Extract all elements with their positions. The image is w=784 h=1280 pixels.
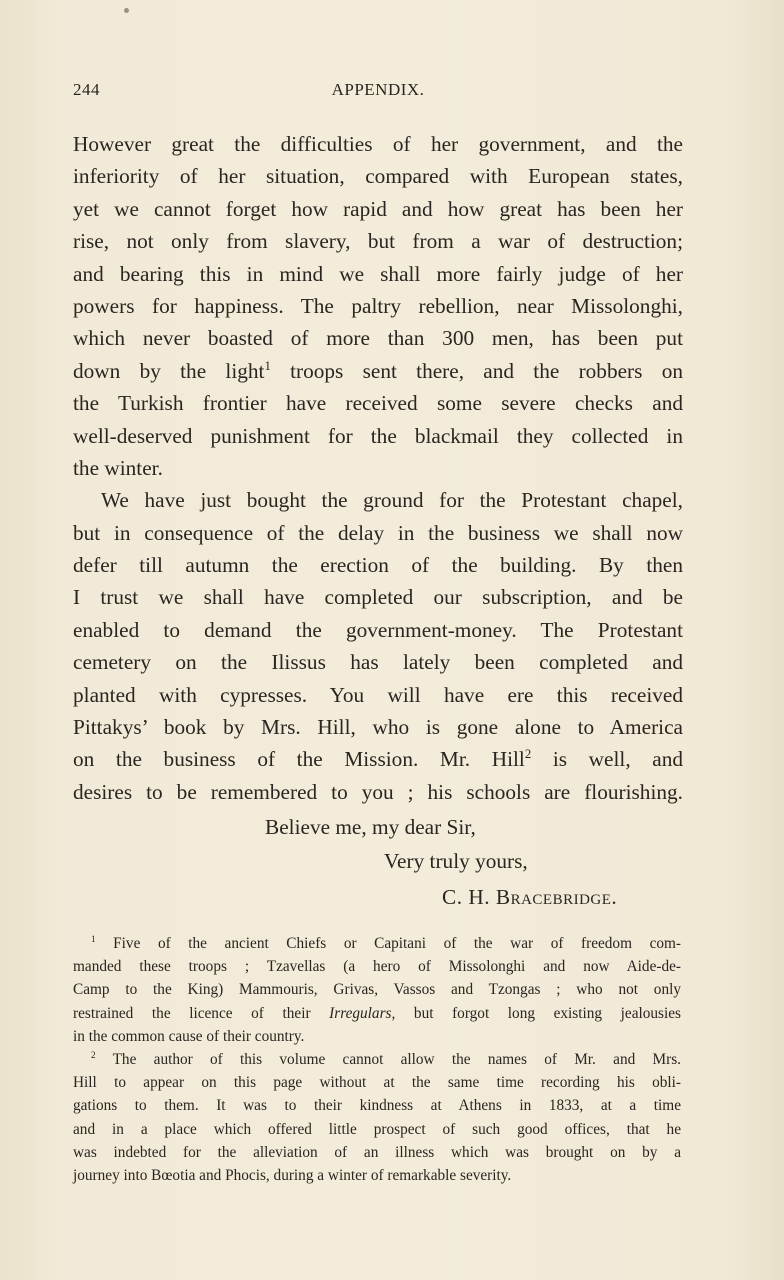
- text-line: planted with cypresses. You will have ere this received: [73, 682, 683, 707]
- text-line: powers for happiness. The paltry rebellion, near Missolonghi,: [73, 293, 683, 318]
- text-line: yet we cannot forget how rapid and how great has been her: [73, 196, 683, 221]
- salutation: Believe me, my dear Sir,: [265, 815, 476, 839]
- text-segment: restrained the licence of their: [73, 1004, 330, 1022]
- text-line: I trust we shall have completed our subscription, and be: [73, 585, 683, 610]
- text-line: the winter.: [73, 455, 163, 480]
- footnote-line: [73, 1048, 681, 1071]
- text-line: but in consequence of the delay in the business we shall now: [73, 520, 683, 545]
- signature: C. H. Bracebridge.: [442, 885, 618, 909]
- paragraph-1: [73, 128, 683, 484]
- text-line: enabled to demand the government-money. The Protestant: [73, 617, 683, 642]
- text-line: the Turkish frontier have received some severe checks and: [73, 391, 683, 416]
- footnote-marker: 1: [91, 933, 96, 944]
- footnote-line: was indebted for the alleviation of an illness which was brought on by a: [73, 1143, 681, 1161]
- text-line: which never boasted of more than 300 men, has been put: [73, 326, 683, 351]
- footnotes: [73, 932, 681, 1187]
- text-segment: is well, and: [531, 747, 684, 772]
- page-number: 244: [73, 80, 100, 99]
- footnote-ref-2: 2: [524, 747, 532, 762]
- text-line: We have just bought the ground for the Protestant chapel,: [101, 488, 683, 513]
- footnote-2: [73, 1048, 681, 1187]
- letter-body: [73, 128, 683, 808]
- text-line: well-deserved punishment for the blackmail they collected in: [73, 423, 683, 448]
- footnote-line: [73, 1002, 681, 1025]
- text-segment: The author of this volume cannot allow the names of Mr. and Mrs.: [95, 1050, 681, 1068]
- text-segment: troops sent there, and the robbers on: [270, 358, 683, 383]
- italic-term: Irregulars,: [329, 1004, 396, 1022]
- ink-speck: [124, 8, 129, 13]
- text-line: defer till autumn the erection of the building. By then: [73, 553, 683, 578]
- footnote-line: gations to them. It was to their kindness at Athens in 1833, at a time: [73, 1097, 681, 1115]
- footnote-line: Hill to appear on this page without at the same time recording his obli-: [73, 1074, 681, 1092]
- text-line: Pittakys’ book by Mrs. Hill, who is gone alone to America: [73, 715, 683, 740]
- text-line: [73, 743, 683, 775]
- text-line: rise, not only from slavery, but from a war of destruction;: [73, 229, 683, 254]
- text-line: inferiority of her situation, compared with European states,: [73, 164, 683, 189]
- text-segment: down by the light: [73, 358, 265, 383]
- footnote-marker: 2: [91, 1049, 96, 1060]
- text-segment: but forgot long existing jealousies: [395, 1004, 681, 1022]
- text-line: and bearing this in mind we shall more fairly judge of her: [73, 261, 683, 286]
- footnote-line: manded these troops ; Tzavellas (a hero of Missolonghi and now Aide-de-: [73, 958, 681, 976]
- text-line: desires to be remembered to you ; his schools are flourishing.: [73, 779, 683, 804]
- paragraph-2: [73, 484, 683, 808]
- text-line: [73, 355, 683, 387]
- text-segment: on the business of the Mission. Mr. Hill: [73, 747, 525, 772]
- text-line: However great the difficulties of her government, and the: [73, 132, 683, 156]
- footnote-line: [73, 932, 681, 955]
- footnote-ref-1: 1: [264, 358, 271, 373]
- running-head: [73, 80, 683, 104]
- footnote-1: [73, 932, 681, 1048]
- complimentary-close: Very truly yours,: [384, 849, 528, 873]
- footnote-line: in the common cause of their country.: [73, 1027, 305, 1045]
- footnote-line: and in a place which offered little prospect of such good offices, that he: [73, 1120, 681, 1138]
- header-title: APPENDIX.: [331, 80, 425, 99]
- footnote-line: Camp to the King) Mammouris, Grivas, Vassos and Tzongas ; who not only: [73, 981, 681, 999]
- footnote-line: journey into Bœotia and Phocis, during a winter of remarkable severity.: [73, 1166, 512, 1184]
- text-line: cemetery on the Ilissus has lately been completed and: [73, 650, 683, 675]
- text-segment: Five of the ancient Chiefs or Capitani of the war of freedom com-: [95, 935, 681, 952]
